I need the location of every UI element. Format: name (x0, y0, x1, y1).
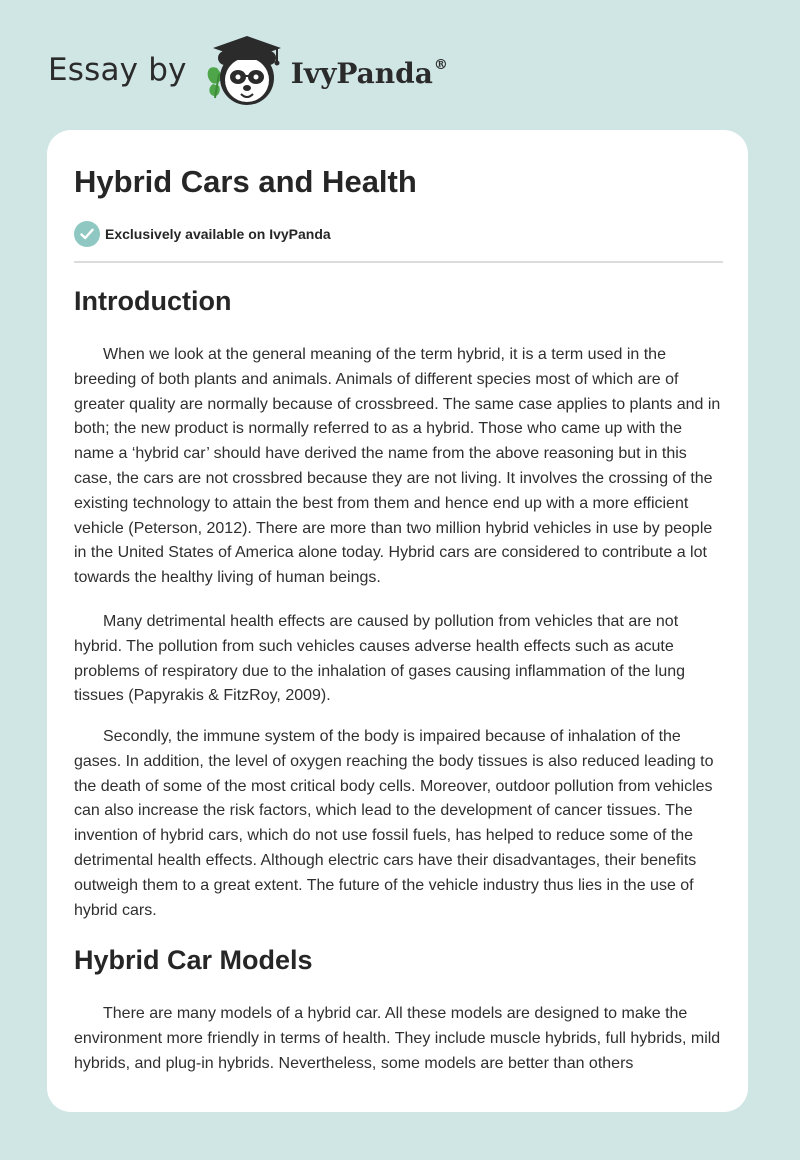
title-divider (74, 261, 723, 263)
brand-text: IvyPanda (290, 56, 433, 90)
registered-mark: ® (433, 56, 448, 73)
section-heading-introduction: Introduction (74, 286, 232, 316)
exclusive-label: Exclusively available on IvyPanda (105, 226, 331, 242)
check-circle-icon (74, 221, 100, 247)
paragraph: Many detrimental health effects are caused by pollution from vehicles that are not hybrid. The pollution from such vehicles causes adverse health effects such as acute problems of respiratory due to the inhalation of gases causing inflammation of the lung tissues (Papyrakis & FitzRoy, 2009). (74, 613, 686, 705)
site-header (48, 30, 448, 110)
page-title: Hybrid Cars and Health (74, 164, 417, 199)
paragraph: There are many models of a hybrid car. All these models are designed to make the environment more friendly in terms of health. They include muscle hybrids, full hybrids, mild hybrids, and plug-in hybrids. Nevertheless, some models are better than others (74, 1005, 721, 1072)
essay-card (47, 130, 748, 1112)
exclusive-badge (74, 221, 331, 247)
section-heading-hybrid-car-models: Hybrid Car Models (74, 945, 313, 975)
panda-logo-icon[interactable] (199, 30, 289, 110)
essay-by-label: Essay by (48, 52, 187, 88)
paragraph: Secondly, the immune system of the body is impaired because of inhalation of the gases. In addition, the level of oxygen reaching the body tissues is also reduced leading to the death of some of the most critical body cells. Moreover, outdoor pollution from vehicles can also increase the risk factors, which lead to the development of cancer tissues. The invention of hybrid cars, which do not use fossil fuels, has helped to reduce some of the detrimental health effects. Although electric cars have their disadvantages, their benefits outweigh them to a great extent. The future of the vehicle industry thus lies in the use of hybrid cars. (74, 728, 714, 919)
brand-name[interactable] (291, 57, 448, 90)
paragraph: When we look at the general meaning of the term hybrid, it is a term used in the breeding of both plants and animals. Animals of different species most of which are of greater quality are normally because of crossbreed. The same case applies to plants and in both; the new product is normally referred to as a hybrid. Those who came up with the name a ‘hybrid car’ should have derived the name from the above reasoning but in this case, the cars are not crossbred because they are not living. It involves the crossing of the existing technology to attain the best from them and hence end up with a more efficient vehicle (Peterson, 2012). There are more than two million hybrid vehicles in use by people in the United States of America alone today. Hybrid cars are considered to contribute a lot towards the healthy living of human beings. (74, 346, 721, 587)
